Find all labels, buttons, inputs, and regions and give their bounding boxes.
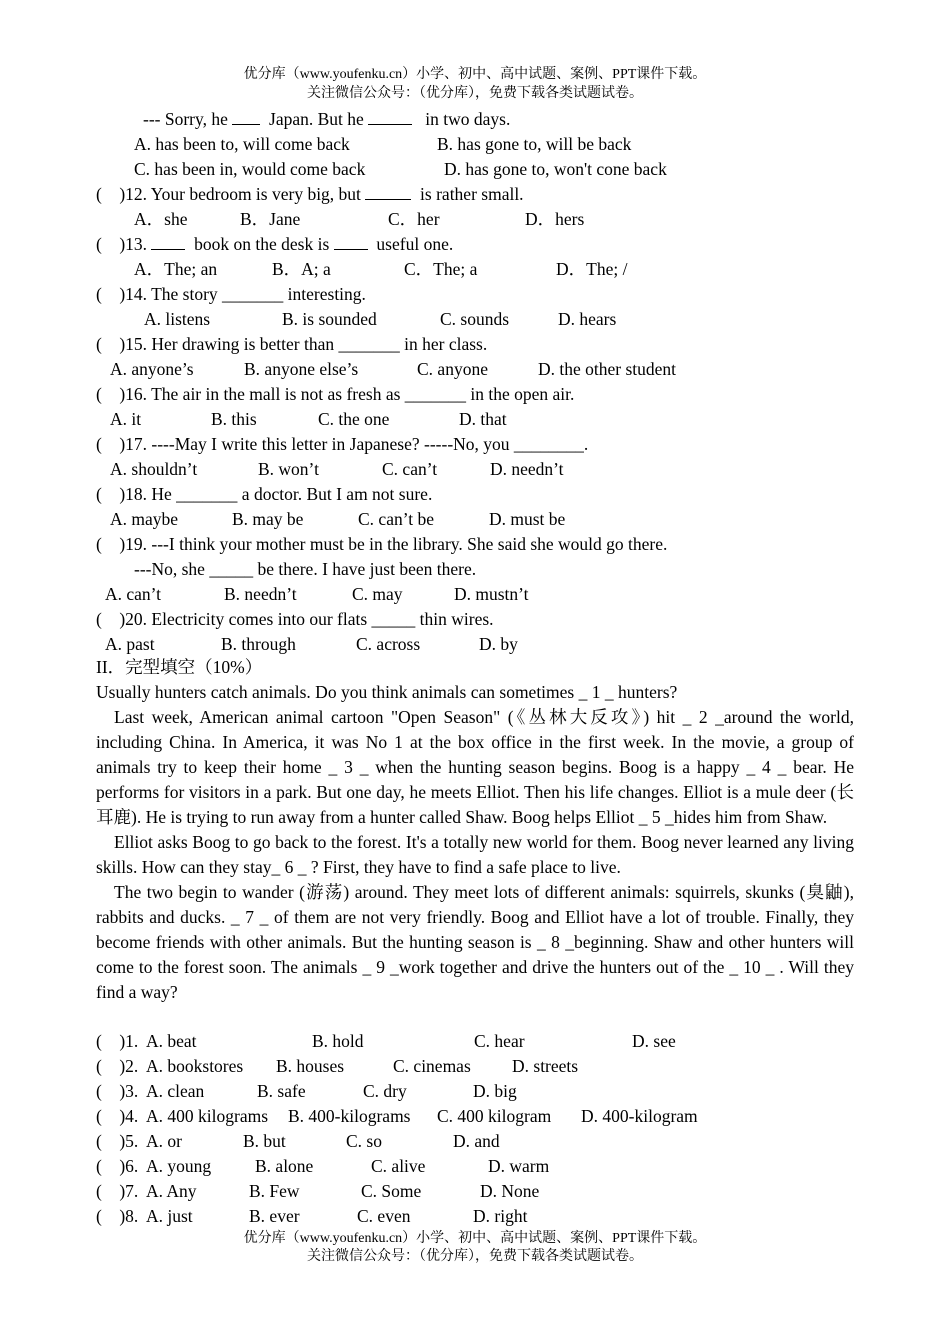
q11-text-a: --- Sorry, he <box>143 109 228 129</box>
cloze-8-option-a: A. just <box>146 1206 193 1226</box>
cloze-2-option-b: B. houses <box>276 1056 345 1076</box>
cloze-4-option-c: C. 400 kilogram <box>437 1106 552 1126</box>
q17-option-b: B. won’t <box>258 459 319 479</box>
cloze-6-option-a: A. young <box>146 1156 212 1176</box>
q12-option-a: A．she <box>134 209 188 229</box>
q13-blank-2 <box>334 233 368 250</box>
cloze-4-option-b: B. 400-kilograms <box>288 1106 411 1126</box>
q12-stem <box>96 183 524 205</box>
footer-line-1: 优分库（www.youfenku.cn）小学、初中、高中试题、案例、PPT课件下载。 <box>243 1231 707 1246</box>
q15-option-c: C. anyone <box>417 359 488 379</box>
cloze-6-option-d: D. warm <box>488 1156 550 1176</box>
q12-text-b: is rather small. <box>420 184 524 204</box>
q19-stem: ( )19. ---I think your mother must be in the library. She said she would go there. <box>96 534 668 554</box>
header-line-2: 关注微信公众号：（优分库），免费下载各类试题试卷。 <box>307 86 643 101</box>
cloze-3-option-a: A. clean <box>146 1081 205 1101</box>
cloze-5-option-d: D. and <box>453 1131 500 1151</box>
q17-option-c: C. can’t <box>382 459 438 479</box>
cloze-1-number: ( )1. <box>96 1031 139 1051</box>
q18-option-d: D. must be <box>489 509 566 529</box>
q18-stem: ( )18. He _______ a doctor. But I am not sure. <box>96 484 433 504</box>
q18-option-c: C. can’t be <box>358 509 434 529</box>
q20-stem: ( )20. Electricity comes into our flats _____ thin wires. <box>96 609 494 629</box>
cloze-1-option-c: C. hear <box>474 1031 525 1051</box>
q14-option-d: D. hears <box>558 309 617 329</box>
cloze-3-option-d: D. big <box>473 1081 517 1101</box>
q19-option-a: A. can’t <box>105 584 162 604</box>
cloze-3-option-c: C. dry <box>363 1081 407 1101</box>
q11-blank-1 <box>232 108 260 125</box>
q13-text-c: useful one. <box>376 234 454 254</box>
cloze-8-option-c: C. even <box>357 1206 411 1226</box>
cloze-1-option-d: D. see <box>632 1031 676 1051</box>
q15-option-d: D. the other student <box>538 359 677 379</box>
q11-text-b: Japan. But he <box>269 109 364 129</box>
q17-option-a: A. shouldn’t <box>110 459 198 479</box>
footer-line-2: 关注微信公众号：（优分库），免费下载各类试题试卷。 <box>307 1249 643 1264</box>
cloze-7-option-c: C. Some <box>361 1181 422 1201</box>
q11-option-c: C. has been in, would come back <box>134 159 366 179</box>
cloze-2-option-a: A. bookstores <box>146 1056 244 1076</box>
cloze-2-option-d: D. streets <box>512 1056 579 1076</box>
q16-stem: ( )16. The air in the mall is not as fresh as _______ in the open air. <box>96 384 575 404</box>
q20-option-a: A. past <box>105 634 155 654</box>
passage-paragraph-2: Last week, American animal cartoon "Open Season" (《丛林大反攻》) hit _ 2 _around the world, including China. In America, it was No 1 at the box office in the first week. In the movie, a group of animals try to keep their home _ 3 _ when the hunting season begins. Boog is a happy _ 4 _ bear. He performs for visitors in a park. But one day, he meets Elliot. Then his life changes. Elliot is a mule deer (长耳鹿). He is trying to run away from a hunter called Shaw. Boog helps Elliot _ 5 _hides him from Shaw. <box>96 707 854 827</box>
cloze-7-option-a: A. Any <box>146 1181 197 1201</box>
q12-option-b: B．Jane <box>240 209 301 229</box>
q13-text-a: ( )13. <box>96 234 148 254</box>
q13-blank-1 <box>151 233 185 250</box>
q11-text-c: in two days. <box>425 109 511 129</box>
cloze-4-number: ( )4. <box>96 1106 139 1126</box>
q15-stem: ( )15. Her drawing is better than _______ in her class. <box>96 334 488 354</box>
q14-option-c: C. sounds <box>440 309 510 329</box>
cloze-7-option-b: B. Few <box>249 1181 300 1201</box>
cloze-3-option-b: B. safe <box>257 1081 306 1101</box>
passage-paragraph-4: The two begin to wander (游荡) around. They meet lots of different animals: squirrels, skunks (臭鼬), rabbits and ducks. _ 7 _ of them are not very friendly. Boog and Elliot have a lot of trouble. Finally, they become friends with other animals. But the hunting season is _ 8 _beginning. Shaw and other hunters will come to the forest soon. The animals _ 9 _work together and drive the hunters out of the _ 10 _ . Will they find a way? <box>96 882 854 1002</box>
q12-text-a: ( )12. Your bedroom is very big, but <box>96 184 361 204</box>
q14-option-a: A. listens <box>144 309 211 329</box>
cloze-4-option-d: D. 400-kilogram <box>581 1106 698 1126</box>
cloze-8-number: ( )8. <box>96 1206 139 1226</box>
q17-stem: ( )17. ----May I write this letter in Japanese? -----No, you ________. <box>96 434 589 454</box>
q13-stem <box>96 233 453 255</box>
cloze-7-option-d: D. None <box>480 1181 540 1201</box>
q13-option-c: C．The; a <box>404 259 478 279</box>
q11-blank-2 <box>368 108 412 125</box>
cloze-6-option-c: C. alive <box>371 1156 426 1176</box>
q18-option-b: B. may be <box>232 509 304 529</box>
q12-blank <box>365 183 411 200</box>
q11-option-b: B. has gone to, will be back <box>437 134 632 154</box>
cloze-5-option-a: A. or <box>146 1131 182 1151</box>
q19-stem-2: ---No, she _____ be there. I have just been there. <box>134 559 477 579</box>
q11-option-d: D. has gone to, won't cone back <box>444 159 667 179</box>
q14-stem: ( )14. The story _______ interesting. <box>96 284 366 304</box>
q11-stem <box>143 108 510 130</box>
q15-option-a: A. anyone’s <box>110 359 194 379</box>
q20-option-c: C. across <box>356 634 421 654</box>
cloze-7-number: ( )7. <box>96 1181 139 1201</box>
q17-option-d: D. needn’t <box>490 459 564 479</box>
cloze-8-option-d: D. right <box>473 1206 528 1226</box>
q12-option-d: D．hers <box>525 209 585 229</box>
q13-text-b: book on the desk is <box>194 234 330 254</box>
q11-option-a: A. has been to, will come back <box>134 134 350 154</box>
cloze-6-number: ( )6. <box>96 1156 139 1176</box>
q20-option-b: B. through <box>221 634 296 654</box>
q14-option-b: B. is sounded <box>282 309 377 329</box>
q16-option-c: C. the one <box>318 409 390 429</box>
passage-paragraph-3: Elliot asks Boog to go back to the forest. It's a totally new world for them. Boog never learned any living skills. How can they stay_ 6 _ ? First, they have to find a safe place to live. <box>96 832 854 877</box>
q13-option-b: B．A; a <box>272 259 331 279</box>
cloze-5-number: ( )5. <box>96 1131 139 1151</box>
q16-option-b: B. this <box>211 409 257 429</box>
cloze-1-option-b: B. hold <box>312 1031 364 1051</box>
cloze-4-option-a: A. 400 kilograms <box>146 1106 269 1126</box>
cloze-8-option-b: B. ever <box>249 1206 300 1226</box>
cloze-5-option-c: C. so <box>346 1131 382 1151</box>
cloze-6-option-b: B. alone <box>255 1156 314 1176</box>
q18-option-a: A. maybe <box>110 509 179 529</box>
q16-option-a: A. it <box>110 409 142 429</box>
cloze-passage <box>96 680 854 1005</box>
header-line-1: 优分库（www.youfenku.cn）小学、初中、高中试题、案例、PPT课件下载。 <box>243 67 707 82</box>
q12-option-c: C．her <box>388 209 440 229</box>
q13-option-a: A．The; an <box>134 259 218 279</box>
q20-option-d: D. by <box>479 634 518 654</box>
q19-option-b: B. needn’t <box>224 584 297 604</box>
section-2-title: II．完型填空（10%） <box>96 657 263 677</box>
cloze-1-option-a: A. beat <box>146 1031 197 1051</box>
passage-paragraph-1: Usually hunters catch animals. Do you think animals can sometimes _ 1 _ hunters? <box>96 682 678 702</box>
q16-option-d: D. that <box>459 409 507 429</box>
q19-option-d: D. mustn’t <box>454 584 529 604</box>
cloze-2-option-c: C. cinemas <box>393 1056 471 1076</box>
cloze-2-number: ( )2. <box>96 1056 139 1076</box>
q15-option-b: B. anyone else’s <box>244 359 359 379</box>
q19-option-c: C. may <box>352 584 403 604</box>
q13-option-d: D．The; / <box>556 259 628 279</box>
cloze-3-number: ( )3. <box>96 1081 139 1101</box>
cloze-5-option-b: B. but <box>243 1131 286 1151</box>
